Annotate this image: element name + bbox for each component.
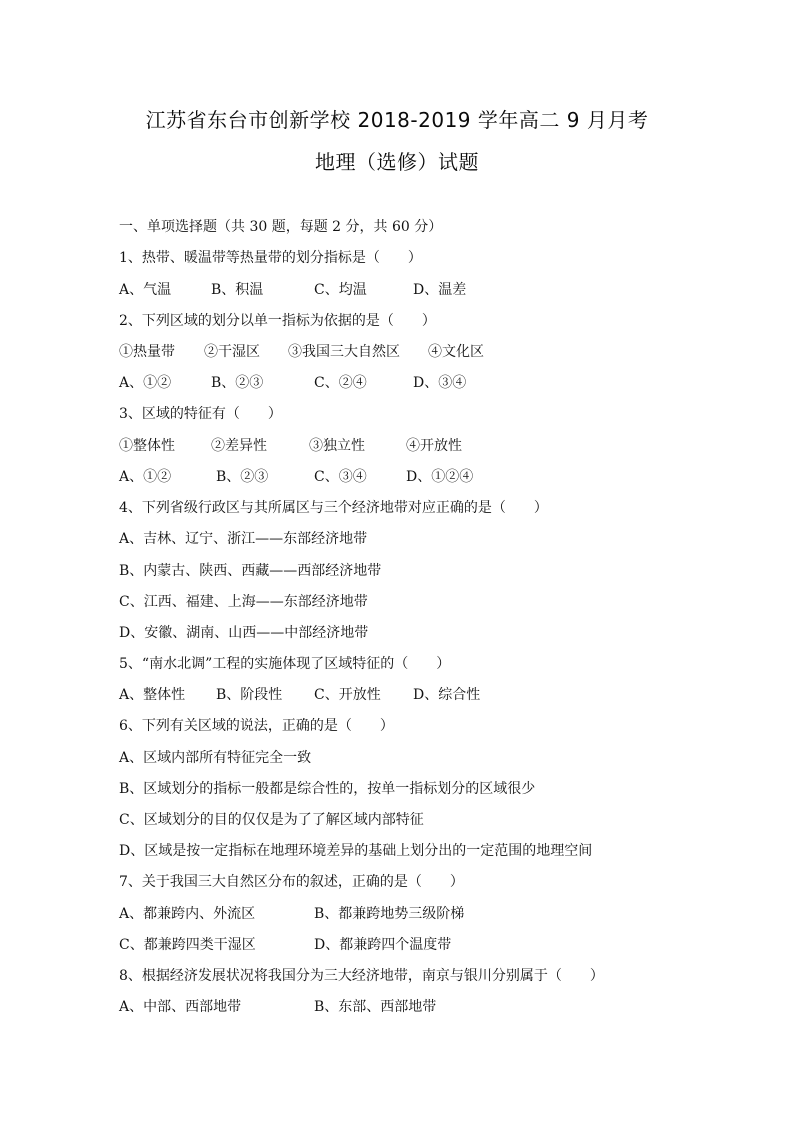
option: A、都兼跨内、外流区 <box>119 906 256 922</box>
document-title: 江苏省东台市创新学校 2018-2019 学年高二 9 月月考 <box>145 108 649 132</box>
option: C、③④ <box>314 469 367 485</box>
question-stem: 6、下列有关区域的说法，正确的是（ ） <box>119 718 394 734</box>
option: C、都兼跨四类干湿区 <box>119 937 256 953</box>
option: C、江西、福建、上海——东部经济地带 <box>119 594 368 610</box>
option: D、③④ <box>413 375 467 391</box>
option: B、内蒙古、陕西、西藏——西部经济地带 <box>119 563 382 579</box>
question-stem: 2、下列区域的划分以单一指标为依据的是（ ） <box>119 313 436 329</box>
option: A、区域内部所有特征完全一致 <box>119 750 312 766</box>
option: D、综合性 <box>413 687 481 703</box>
question-stem: 1、热带、暖温带等热量带的划分指标是（ ） <box>119 250 422 266</box>
option: C、区域划分的目的仅仅是为了了解区域内部特征 <box>119 812 424 828</box>
item: ④文化区 <box>428 344 484 360</box>
option: B、②③ <box>211 375 264 391</box>
option: C、②④ <box>314 375 367 391</box>
item: ③我国三大自然区 <box>288 344 400 360</box>
item: ①热量带 <box>119 344 175 360</box>
question-stem: 3、区域的特征有（ ） <box>119 406 282 422</box>
option: A、气温 <box>119 282 172 298</box>
option: A、吉林、辽宁、浙江——东部经济地带 <box>119 531 368 547</box>
option: C、开放性 <box>314 687 381 703</box>
section-heading: 一、单项选择题（共 30 题，每题 2 分，共 60 分） <box>119 219 443 235</box>
question-stem: 5、“南水北调”工程的实施体现了区域特征的（ ） <box>119 656 451 672</box>
option: A、①② <box>119 375 172 391</box>
option: B、积温 <box>211 282 264 298</box>
item: ②干湿区 <box>204 344 260 360</box>
option: D、都兼跨四个温度带 <box>314 937 452 953</box>
option: B、②③ <box>216 469 269 485</box>
option: D、①②④ <box>406 469 474 485</box>
question-stem: 4、下列省级行政区与其所属区与三个经济地带对应正确的是（ ） <box>119 500 548 516</box>
question-stem: 8、根据经济发展状况将我国分为三大经济地带，南京与银川分别属于（ ） <box>119 968 604 984</box>
option: A、中部、西部地带 <box>119 999 242 1015</box>
item: ④开放性 <box>406 438 462 454</box>
item: ①整体性 <box>119 438 175 454</box>
option: B、都兼跨地势三级阶梯 <box>314 906 465 922</box>
option: A、①② <box>119 469 172 485</box>
option: B、东部、西部地带 <box>314 999 437 1015</box>
option: D、温差 <box>413 282 467 298</box>
option: A、整体性 <box>119 687 186 703</box>
option: B、阶段性 <box>216 687 283 703</box>
item: ②差异性 <box>211 438 267 454</box>
item: ③独立性 <box>309 438 365 454</box>
option: D、安徽、湖南、山西——中部经济地带 <box>119 625 369 641</box>
option: C、均温 <box>314 282 367 298</box>
option: D、区域是按一定指标在地理环境差异的基础上划分出的一定范围的地理空间 <box>119 843 593 859</box>
question-stem: 7、关于我国三大自然区分布的叙述，正确的是（ ） <box>119 874 464 890</box>
document-subtitle: 地理（选修）试题 <box>315 150 479 174</box>
option: B、区域划分的指标一般都是综合性的，按单一指标划分的区域很少 <box>119 781 536 797</box>
